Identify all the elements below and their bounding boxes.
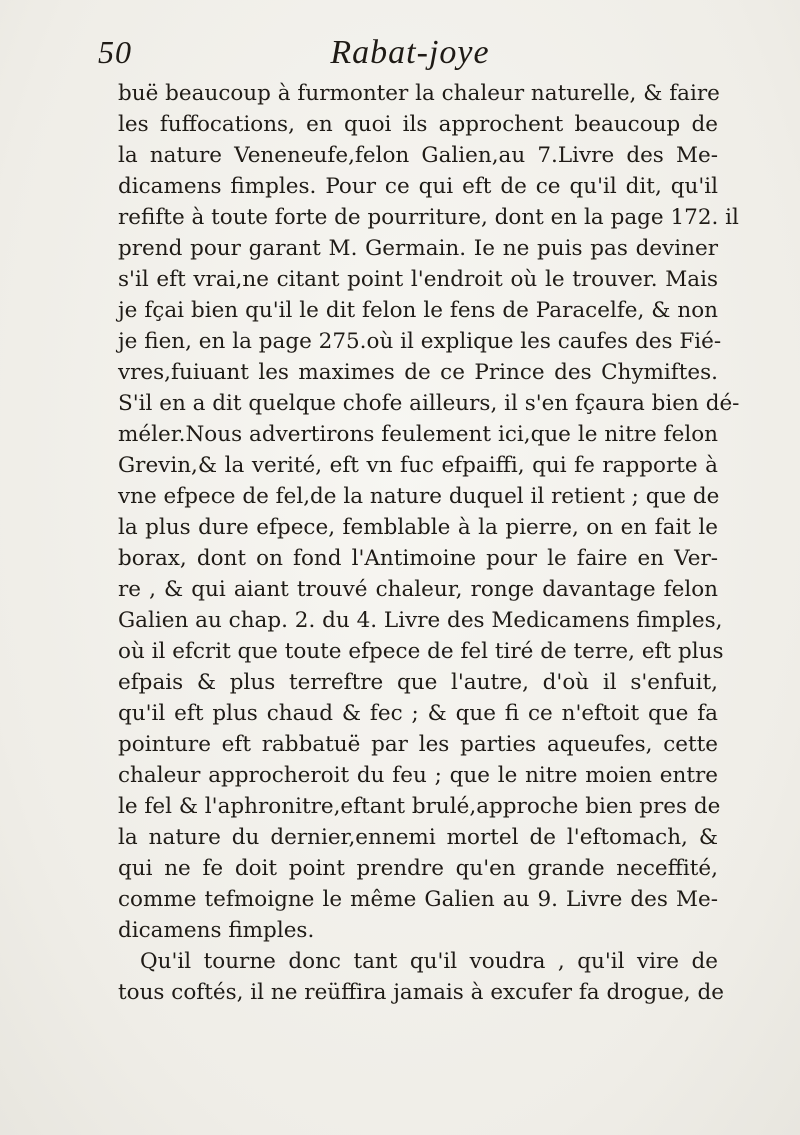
text-line: je fçai bien qu'il le dit felon le fens de Paracelfe, & non <box>118 298 718 323</box>
text-line: vres,fuiuant les maximes de ce Prince des Chymiftes. <box>118 360 718 385</box>
text-line: la nature Veneneufe,felon Galien,au 7.Livre des Me- <box>118 143 718 168</box>
text-line: buë beaucoup à furmonter la chaleur naturelle, & faire <box>118 81 720 106</box>
text-line: comme tefmoigne le même Galien au 9. Livre des Me- <box>118 887 718 912</box>
text-line: prend pour garant M. Germain. Ie ne puis pas deviner <box>118 236 718 261</box>
text-line: la plus dure efpece, femblable à la pierre, on en fait le <box>118 515 718 540</box>
text-line: refifte à toute forte de pourriture, dont en la page 172. il <box>118 205 739 230</box>
text-line: Grevin,& la verité, eft vn fuc efpaiffi, qui fe rapporte à <box>118 453 718 478</box>
text-line: Qu'il tourne donc tant qu'il voudra , qu'il vire de <box>140 949 718 974</box>
text-line: la nature du dernier,ennemi mortel de l'eftomach, & <box>118 825 718 850</box>
text-line: où il efcrit que toute efpece de fel tiré de terre, eft plus <box>118 639 724 664</box>
page-number: 50 <box>98 34 132 70</box>
text-line: tous coftés, il ne reüffira jamais à excufer fa drogue, de <box>118 980 724 1005</box>
text-line: borax, dont on fond l'Antimoine pour le faire en Ver- <box>118 546 718 571</box>
text-line: le fel & l'aphronitre,eftant brulé,approche bien pres de <box>118 794 721 819</box>
text-line: les fuffocations, en quoi ils approchent beaucoup de <box>118 112 718 137</box>
text-line: efpais & plus terreftre que l'autre, d'où il s'enfuit, <box>118 670 718 695</box>
text-line: qui ne fe doit point prendre qu'en grande neceffité, <box>118 856 718 881</box>
text-line: je fien, en la page 275.où il explique les caufes des Fié- <box>118 329 722 354</box>
text-line: dicamens fimples. <box>118 918 315 943</box>
text-line: Galien au chap. 2. du 4. Livre des Medicamens fimples, <box>118 608 723 633</box>
text-line: vne efpece de fel,de la nature duquel il retient ; que de <box>118 484 720 509</box>
text-line: re , & qui aiant trouvé chaleur, ronge davantage felon <box>118 577 718 602</box>
running-head: Rabat-joye <box>330 34 490 71</box>
text-line: chaleur approcheroit du feu ; que le nitre moien entre <box>118 763 718 788</box>
text-line: qu'il eft plus chaud & fec ; & que fi ce n'eftoit que fa <box>118 701 718 726</box>
text-line: S'il en a dit quelque chofe ailleurs, il s'en fçaura bien dé- <box>118 391 740 416</box>
text-line: dicamens fimples. Pour ce qui eft de ce qu'il dit, qu'il <box>118 174 718 199</box>
text-line: pointure eft rabbatuë par les parties aqueufes, cette <box>118 732 718 757</box>
text-line: s'il eft vrai,ne citant point l'endroit où le trouver. Mais <box>118 267 718 292</box>
text-line: méler.Nous advertirons feulement ici,que le nitre felon <box>118 422 718 447</box>
body-text <box>118 78 740 1008</box>
